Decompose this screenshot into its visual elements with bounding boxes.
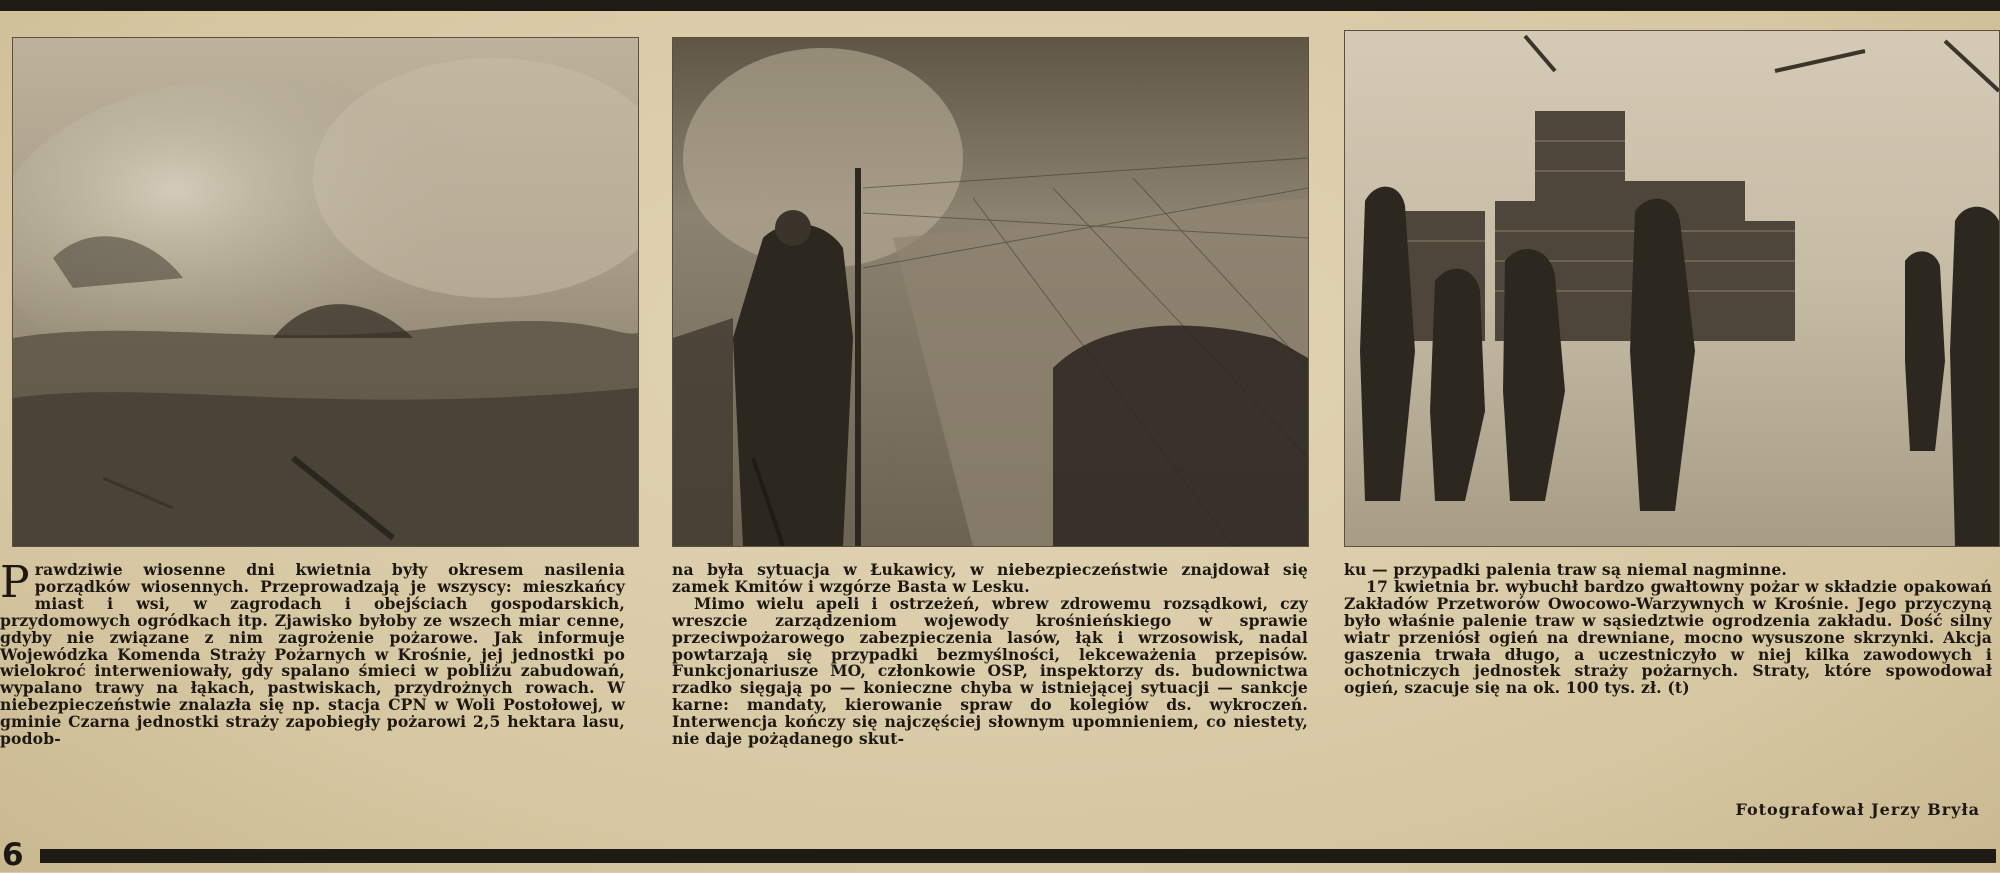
article-column-2	[672, 562, 1308, 748]
firefighters-at-fence-photo	[672, 37, 1309, 547]
grass-fire-smoke-photo	[12, 37, 639, 547]
article-col3-paragraph-1: ku — przypadki palenia traw są niemal nagminne.	[1344, 560, 1788, 579]
article-col2-paragraph-2: Mimo wielu apeli i ostrzeżeń, wbrew zdrowemu rozsądkowi, czy wreszcie zarządzeniom wojewody krośnieńskiego w sprawie przeciwpożarowego zabezpieczenia lasów, łąk i wrzosowisk, nadal powtarzają się przypadki bezmyślności, lekceważenia przepisów. Funkcjonariusze MO, członkowie OSP, inspektorzy ds. budownictwa rzadko sięgają po — konieczne chyba w istniejącej sytuacji — sankcje karne: mandaty, kierowanie spraw do kolegiów ds. wykroczeń. Interwencja kończy się najczęściej słownym upomnieniem, co niestety, nie daje pożądanego skut-	[672, 593, 1308, 749]
photo-credit: Fotografował Jerzy Bryła	[1735, 800, 1980, 819]
page-number: 6	[2, 837, 24, 873]
article-col3-paragraph-2: 17 kwietnia br. wybuchł bardzo gwałtowny pożar w składzie opakowań Zakładów Przetworów Owocowo-Warzywnych w Krośnie. Jego przyczyną było właśnie palenie traw w sąsiedztwie ogrodzenia zakładu. Dość silny wiatr przeniósł ogień na drewniane, mocno wysuszone skrzynki. Akcja gaszenia trwała długo, a uczestniczyło w niej kilka zawodowych i ochotniczych jednostek straży pożarnych. Straty, które spowodował ogień, szacuje się na ok. 100 tys. zł. (t)	[1344, 576, 1992, 698]
article-column-3	[1344, 562, 1992, 697]
drop-cap-letter: P	[0, 557, 30, 608]
top-rule	[0, 0, 2000, 11]
article-col2-paragraph-1: na była sytuacja w Łukawicy, w niebezpieczeństwie znajdował się zamek Kmitów i wzgórze Basta w Lesku.	[672, 560, 1308, 596]
bottom-rule	[40, 849, 1996, 863]
article-col1-text: rawdziwie wiosenne dni kwietnia były okresem nasilenia porządków wiosennych. Przeprowadzają je wszyscy: mieszkańcy miast i wsi, w zagrodach i obejściach gospodarskich, przydomowych ogródkach itp. Zjawisko byłoby ze wszech miar cenne, gdyby nie związane z nim zagrożenie pożarowe. Jak informuje Wojewódzka Komenda Straży Pożarnych w Krośnie, jej jednostki po wielokroć interweniowały, gdy spalano śmieci w pobliżu zabudowań, wypalano trawy na łąkach, pastwiskach, przydrożnych rowach. W niebezpieczeństwie znalazła się np. stacja CPN w Woli Postołowej, w gminie Czarna jednostki straży zapobiegły pożarowi 2,5 hektara lasu, podob-	[0, 560, 625, 749]
article-column-1	[0, 557, 625, 749]
people-near-crate-stacks-photo	[1344, 30, 2000, 547]
